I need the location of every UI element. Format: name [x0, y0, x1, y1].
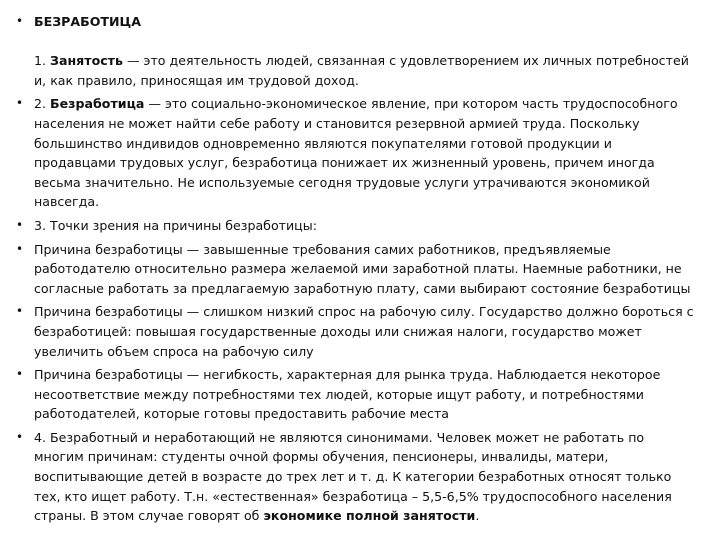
item-text: — это социально-экономическое явление, при котором часть трудоспособного населения не может найти себе работу и становится резервной армией труда. Поскольку большинство индивидов одновременно являются покупателями готовой продукции и продавцами трудовых услуг, безработица понижает их жизненный уровень, причем иногда весьма значительно. Не используемые сегодня трудовые услуги утрачиваются экономикой навсегда. — [34, 96, 678, 210]
item-number: 1. — [34, 53, 51, 69]
item-text: Причина безработицы — завышенные требования самих работников, предъявляемые работодателю относительно размера желаемой ими заработной платы. Наемные работники, не согласные работать за предлагаемую заработную плату, сами выбирают состояние безработицы — [34, 241, 691, 296]
item-text: Причина безработицы — слишком низкий спрос на рабочую силу. Государство должно бороться с безработицей: повышая государственные доходы или снижая налоги, государство может увеличить объем спроса на рабочую силу — [34, 304, 694, 359]
bullet-dot-icon: • — [16, 241, 24, 256]
item-end: . — [475, 508, 480, 524]
bullet-dot-icon: • — [16, 429, 24, 444]
bullet-dot-icon: • — [16, 217, 24, 232]
item-number: 2. — [34, 96, 51, 112]
bullet-item-5 — [14, 302, 694, 361]
bullet-item-4 — [14, 240, 694, 299]
bullet-item-6 — [14, 365, 694, 424]
heading-text: БЕЗРАБОТИЦА — [34, 14, 141, 29]
bullet-dot-icon: • — [16, 367, 24, 382]
item-text: Причина безработицы — негибкость, характерная для рынка труда. Наблюдается некоторое несоответствие между потребностями тех людей, которые ищут работу, и потребностями работодателей, которые готовы предоставить рабочие места — [34, 367, 661, 422]
term-bold: Занятость — [50, 53, 123, 69]
bullet-item-3 — [14, 216, 694, 236]
bullet-item-7 — [14, 428, 694, 526]
item-text: 3. Точки зрения на причины безработицы: — [34, 217, 317, 233]
spacer — [34, 32, 694, 52]
bullet-dot-icon: • — [16, 96, 24, 111]
term-bold: Безработица — [50, 96, 145, 112]
term-bold: экономике полной занятости — [263, 508, 476, 524]
item-text: 4. Безработный и неработающий не являются синонимами. Человек может не работать по многим причинам: студенты очной формы обучения, пенсионеры, инвалиды, матери, воспитывающие детей в возрасте до трех лет и т. д. К категории безработных относят только тех, кто ищет работу. Т.н. «естественная» безработица – 5,5-6,5% трудоспособного населения страны. В этом случае говорят об — [34, 429, 672, 524]
bullet-item-1 — [14, 12, 694, 90]
bullet-dot-icon: • — [16, 304, 24, 319]
item-text: — это деятельность людей, связанная с удовлетворением их личных потребностей и, как правило, приносящая им трудовой доход. — [34, 53, 689, 88]
bullet-dot-icon: • — [16, 14, 24, 28]
bullet-list — [14, 12, 694, 526]
bullet-item-2 — [14, 94, 694, 212]
